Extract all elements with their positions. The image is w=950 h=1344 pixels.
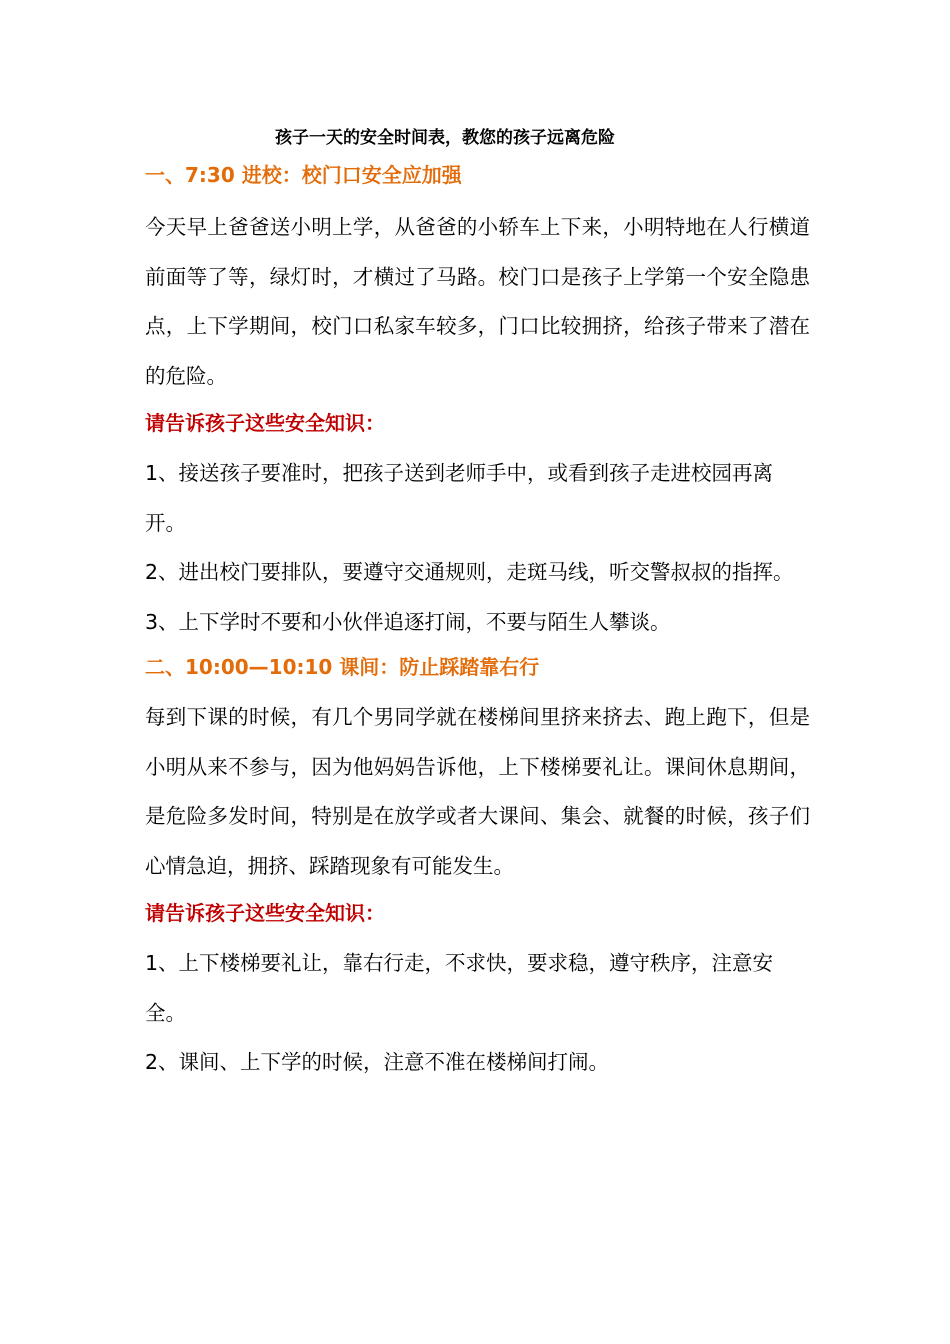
- section-1-tip-3: 3、上下学时不要和小伙伴追逐打闹，不要与陌生人攀谈。: [145, 609, 671, 634]
- section-1-heading: 一、7:30 进校：校门口安全应加强: [145, 163, 462, 187]
- section-2-tip-2: 2、课间、上下学的时候，注意不准在楼梯间打闹。: [145, 1050, 610, 1074]
- section-1-tip-1: 1、接送孩子要准时，把孩子送到老师手中，或看到孩子走进校园再离开。: [145, 461, 774, 535]
- section-2-tips-heading: 请告诉孩子这些安全知识：: [145, 901, 385, 925]
- section-2-heading: 二、10:00—10:10 课间：防止踩踏靠右行: [145, 655, 540, 679]
- section-1-tips-heading: 请告诉孩子这些安全知识：: [145, 411, 385, 435]
- section-1-tip-2: 2、进出校门要排队，要遵守交通规则，走斑马线，听交警叔叔的指挥。: [145, 560, 794, 584]
- document-title: 孩子一天的安全时间表，教您的孩子远离危险: [275, 128, 615, 148]
- section-1-paragraph: 今天早上爸爸送小明上学，从爸爸的小轿车上下来，小明特地在人行横道前面等了等，绿灯时，才横过了马路。校门口是孩子上学第一个安全隐患点，上下学期间，校门口私家车较多，门口比较拥挤，给孩子带来了潜在的危险。: [145, 215, 810, 388]
- document-body: [145, 157, 810, 1088]
- section-2-paragraph: 每到下课的时候，有几个男同学就在楼梯间里挤来挤去、跑上跑下，但是小明从来不参与，因为他妈妈告诉他，上下楼梯要礼让。课间休息期间，是危险多发时间，特别是在放学或者大课间、集会、就餐的时候，孩子们心情急迫，拥挤、踩踏现象有可能发生。: [145, 705, 810, 878]
- section-2-tip-1: 1、上下楼梯要礼让，靠右行走，不求快，要求稳，遵守秩序，注意安全。: [145, 951, 774, 1025]
